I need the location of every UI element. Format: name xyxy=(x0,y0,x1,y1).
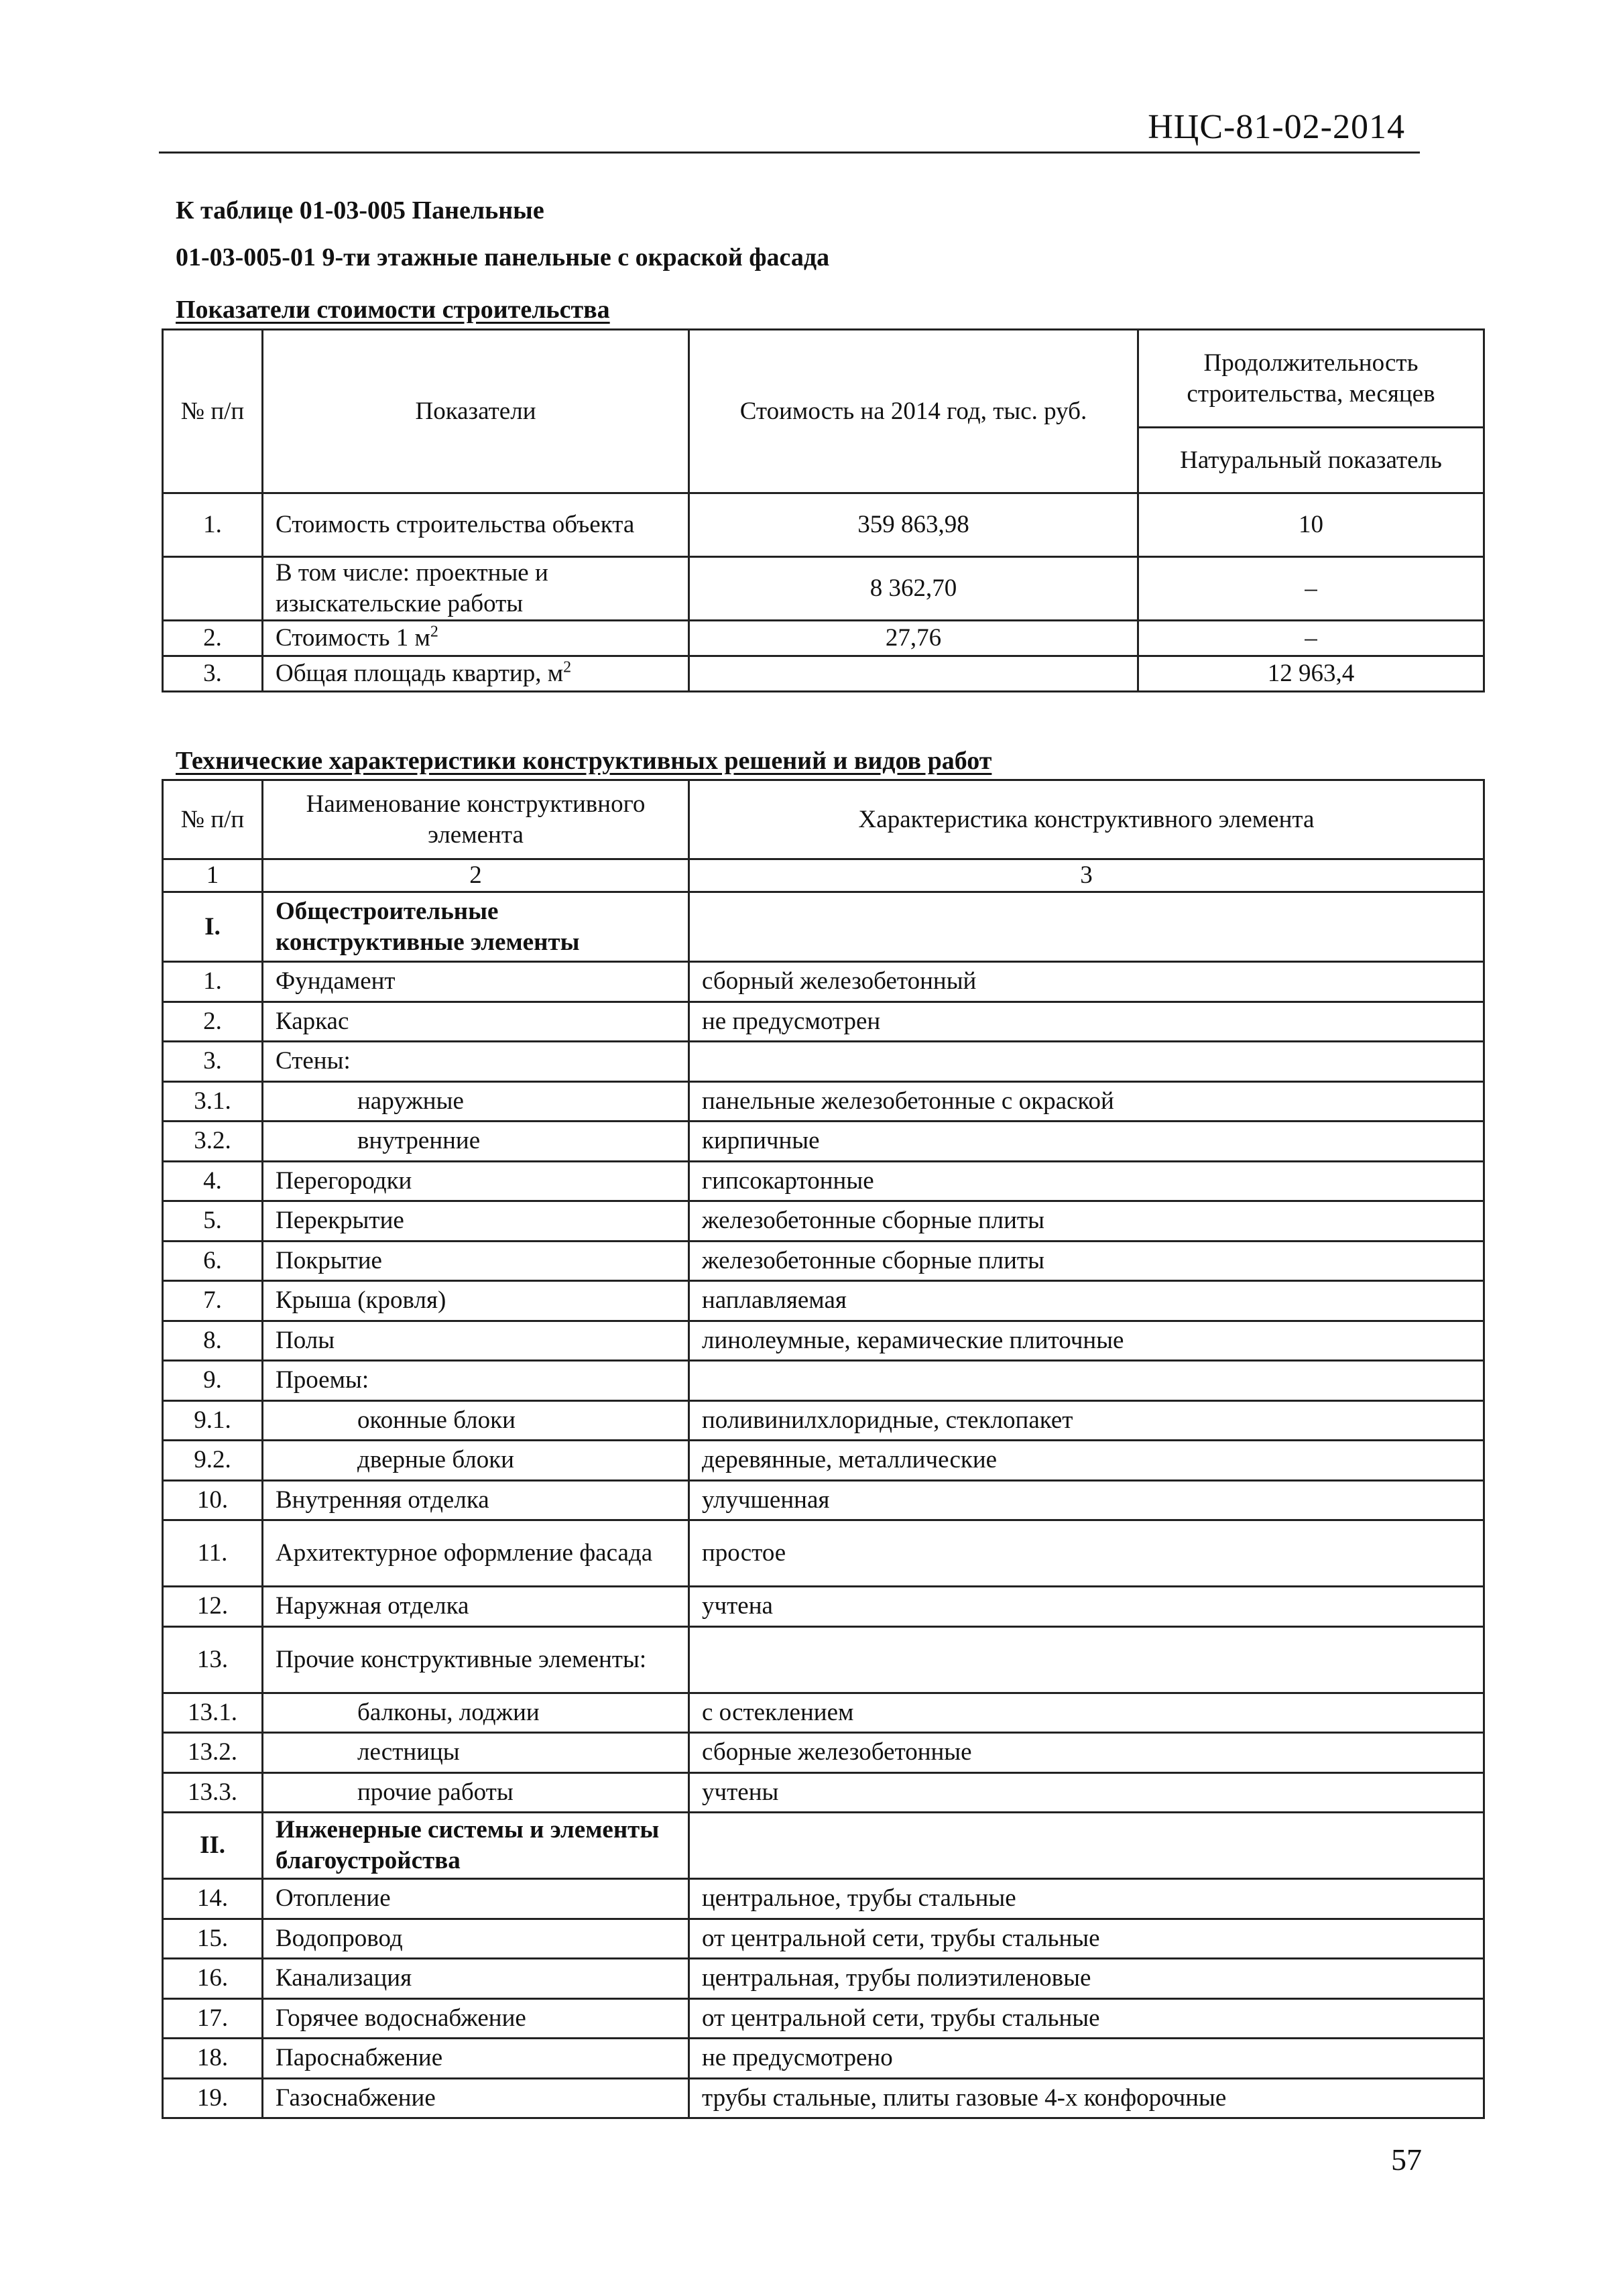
tech-row xyxy=(163,1400,1484,1441)
row-num: 18. xyxy=(163,2039,263,2079)
row-num: 8. xyxy=(163,1321,263,1361)
row-num: 9. xyxy=(163,1361,263,1401)
tech-row xyxy=(163,1281,1484,1321)
row-num: 10. xyxy=(163,1480,263,1520)
row-element-name: Пароснабжение xyxy=(263,2039,689,2079)
row-element-name: Каркас xyxy=(263,1002,689,1042)
tech-row xyxy=(163,1587,1484,1627)
header-element: Наименование конструктивного элемента xyxy=(263,780,689,859)
row-characteristic: гипсокартонные xyxy=(689,1161,1484,1201)
row-characteristic: учтены xyxy=(689,1772,1484,1813)
row-num: II. xyxy=(163,1813,263,1879)
cost-row xyxy=(163,656,1484,692)
row-num: 9.2. xyxy=(163,1441,263,1481)
column-number: 3 xyxy=(689,859,1484,892)
row-characteristic: от центральной сети, трубы стальные xyxy=(689,1919,1484,1959)
tech-row xyxy=(163,1772,1484,1813)
row-element-name: Внутренняя отделка xyxy=(263,1480,689,1520)
row-value xyxy=(1138,557,1484,621)
row-element-name: Прочие конструктивные элементы: xyxy=(263,1626,689,1693)
document-code: НЦС-81-02-2014 xyxy=(1148,108,1405,146)
row-element-name: Горячее водоснабжение xyxy=(263,1998,689,2039)
row-num: 9.1. xyxy=(163,1400,263,1441)
tech-row xyxy=(163,962,1484,1002)
row-cost xyxy=(689,493,1138,557)
row-characteristic: не предусмотрен xyxy=(689,1002,1484,1042)
row-cost xyxy=(689,557,1138,621)
row-characteristic: железобетонные сборные плиты xyxy=(689,1241,1484,1281)
row-indicator-text: Стоимость 1 м xyxy=(276,624,430,652)
row-num xyxy=(163,493,263,557)
row-indicator xyxy=(263,557,689,621)
row-element-name: оконные блоки xyxy=(263,1400,689,1441)
row-element-name: Фундамент xyxy=(263,962,689,1002)
cost-table xyxy=(162,328,1485,692)
row-characteristic: центральное, трубы стальные xyxy=(689,1879,1484,1919)
row-num: 19. xyxy=(163,2078,263,2118)
tech-table xyxy=(162,779,1485,2119)
row-characteristic xyxy=(689,1813,1484,1879)
row-characteristic: не предусмотрено xyxy=(689,2039,1484,2079)
row-num: 6. xyxy=(163,1241,263,1281)
tech-row xyxy=(163,1241,1484,1281)
row-characteristic xyxy=(689,1042,1484,1082)
row-value-text: – xyxy=(1305,624,1317,652)
row-element-name: Покрытие xyxy=(263,1241,689,1281)
row-characteristic: улучшенная xyxy=(689,1480,1484,1520)
row-num: 17. xyxy=(163,1998,263,2039)
tech-row xyxy=(163,892,1484,962)
row-characteristic: наплавляемая xyxy=(689,1281,1484,1321)
row-element-name: Общестроительные конструктивные элементы xyxy=(263,892,689,962)
row-num xyxy=(163,557,263,621)
row-element-name: Канализация xyxy=(263,1959,689,1999)
row-element-name: Отопление xyxy=(263,1879,689,1919)
object-title: 01-03-005-01 9-ти этажные панельные с окраской фасада xyxy=(176,243,830,271)
row-characteristic: учтена xyxy=(689,1587,1484,1627)
row-value-text: 10 xyxy=(1299,511,1323,538)
tech-row xyxy=(163,1813,1484,1879)
header-cost: Стоимость на 2014 год, тыс. руб. xyxy=(689,330,1138,493)
row-characteristic: простое xyxy=(689,1520,1484,1587)
cost-row xyxy=(163,621,1484,656)
row-indicator-text: Стоимость строительства объекта xyxy=(276,511,635,538)
cost-row xyxy=(163,557,1484,621)
cost-row xyxy=(163,493,1484,557)
tech-row xyxy=(163,1998,1484,2039)
tech-row xyxy=(163,1161,1484,1201)
row-element-name: лестницы xyxy=(263,1733,689,1773)
tech-row xyxy=(163,1042,1484,1082)
row-num: 11. xyxy=(163,1520,263,1587)
row-num: 13.3. xyxy=(163,1772,263,1813)
row-cost-text: 359 863,98 xyxy=(857,511,969,538)
row-num xyxy=(163,656,263,692)
row-value-text: – xyxy=(1305,575,1317,602)
row-indicator-text: В том числе: проектные и изыскательские работы xyxy=(276,559,548,617)
row-characteristic: трубы стальные, плиты газовые 4-х конфорочные xyxy=(689,2078,1484,2118)
table-reference-title: К таблице 01-03-005 Панельные xyxy=(176,196,544,225)
row-num: 16. xyxy=(163,1959,263,1999)
row-value xyxy=(1138,621,1484,656)
row-characteristic xyxy=(689,892,1484,962)
row-characteristic xyxy=(689,1626,1484,1693)
tech-row xyxy=(163,1480,1484,1520)
row-element-name: Инженерные системы и элементы благоустройства xyxy=(263,1813,689,1879)
tech-row xyxy=(163,1626,1484,1693)
row-num: 5. xyxy=(163,1201,263,1242)
row-indicator xyxy=(263,621,689,656)
tech-row xyxy=(163,2039,1484,2079)
column-number: 2 xyxy=(263,859,689,892)
header-natural: Натуральный показатель xyxy=(1138,428,1484,493)
row-num-text: 2. xyxy=(203,624,222,652)
tech-row xyxy=(163,1201,1484,1242)
row-characteristic: железобетонные сборные плиты xyxy=(689,1201,1484,1242)
row-element-name: внутренние xyxy=(263,1122,689,1162)
row-num: 3.2. xyxy=(163,1122,263,1162)
row-num: 7. xyxy=(163,1281,263,1321)
row-element-name: дверные блоки xyxy=(263,1441,689,1481)
row-element-name: Крыша (кровля) xyxy=(263,1281,689,1321)
tech-row xyxy=(163,2078,1484,2118)
row-num: 13. xyxy=(163,1626,263,1693)
tech-section-title: Технические характеристики конструктивных решений и видов работ xyxy=(176,747,992,775)
tech-row xyxy=(163,1919,1484,1959)
row-num: 1. xyxy=(163,962,263,1002)
row-element-name: прочие работы xyxy=(263,1772,689,1813)
row-num: 13.2. xyxy=(163,1733,263,1773)
superscript: 2 xyxy=(563,658,572,676)
row-num: 13.1. xyxy=(163,1693,263,1733)
row-element-name: Стены: xyxy=(263,1042,689,1082)
row-characteristic: центральная, трубы полиэтиленовые xyxy=(689,1959,1484,1999)
row-element-name: Перекрытие xyxy=(263,1201,689,1242)
row-num: 4. xyxy=(163,1161,263,1201)
tech-row xyxy=(163,1693,1484,1733)
header-rule xyxy=(159,152,1420,154)
row-characteristic: поливинилхлоридные, стеклопакет xyxy=(689,1400,1484,1441)
tech-row xyxy=(163,1321,1484,1361)
row-cost xyxy=(689,656,1138,692)
row-value-text: 12 963,4 xyxy=(1267,660,1355,687)
row-indicator-text: Общая площадь квартир, м xyxy=(276,660,564,687)
tech-row xyxy=(163,1002,1484,1042)
tech-row xyxy=(163,1361,1484,1401)
row-element-name: Перегородки xyxy=(263,1161,689,1201)
row-num: 15. xyxy=(163,1919,263,1959)
row-characteristic: с остеклением xyxy=(689,1693,1484,1733)
header-duration: Продолжительность строительства, месяцев xyxy=(1138,330,1484,428)
cost-section-title: Показатели стоимости строительства xyxy=(176,296,610,324)
tech-row xyxy=(163,1733,1484,1773)
row-element-name: Наружная отделка xyxy=(263,1587,689,1627)
tech-row xyxy=(163,1959,1484,1999)
row-element-name: Архитектурное оформление фасада xyxy=(263,1520,689,1587)
tech-row xyxy=(163,1122,1484,1162)
row-cost-text: 27,76 xyxy=(885,624,942,652)
row-indicator xyxy=(263,493,689,557)
row-cost xyxy=(689,621,1138,656)
row-num: I. xyxy=(163,892,263,962)
row-characteristic: от центральной сети, трубы стальные xyxy=(689,1998,1484,2039)
superscript: 2 xyxy=(430,623,438,641)
row-num xyxy=(163,621,263,656)
row-element-name: балконы, лоджии xyxy=(263,1693,689,1733)
row-element-name: Водопровод xyxy=(263,1919,689,1959)
row-value xyxy=(1138,493,1484,557)
row-num-text: 1. xyxy=(203,511,222,538)
header-num: № п/п xyxy=(163,330,263,493)
tech-row xyxy=(163,1520,1484,1587)
row-characteristic xyxy=(689,1361,1484,1401)
header-num: № п/п xyxy=(163,780,263,859)
page-number: 57 xyxy=(1391,2142,1422,2177)
row-characteristic: деревянные, металлические xyxy=(689,1441,1484,1481)
row-value xyxy=(1138,656,1484,692)
tech-row xyxy=(163,1441,1484,1481)
row-element-name: Газоснабжение xyxy=(263,2078,689,2118)
row-num: 12. xyxy=(163,1587,263,1627)
row-element-name: Полы xyxy=(263,1321,689,1361)
column-number: 1 xyxy=(163,859,263,892)
header-characteristic: Характеристика конструктивного элемента xyxy=(689,780,1484,859)
row-indicator xyxy=(263,656,689,692)
row-num: 3. xyxy=(163,1042,263,1082)
row-element-name: наружные xyxy=(263,1081,689,1122)
row-num: 3.1. xyxy=(163,1081,263,1122)
row-cost-text: 8 362,70 xyxy=(869,575,957,602)
row-characteristic: сборный железобетонный xyxy=(689,962,1484,1002)
row-characteristic: сборные железобетонные xyxy=(689,1733,1484,1773)
row-num-text: 3. xyxy=(203,660,222,687)
tech-row xyxy=(163,1081,1484,1122)
row-element-name: Проемы: xyxy=(263,1361,689,1401)
row-num: 2. xyxy=(163,1002,263,1042)
row-characteristic: панельные железобетонные с окраской xyxy=(689,1081,1484,1122)
row-num: 14. xyxy=(163,1879,263,1919)
tech-row xyxy=(163,1879,1484,1919)
row-characteristic: кирпичные xyxy=(689,1122,1484,1162)
header-indicator: Показатели xyxy=(263,330,689,493)
row-characteristic: линолеумные, керамические плиточные xyxy=(689,1321,1484,1361)
